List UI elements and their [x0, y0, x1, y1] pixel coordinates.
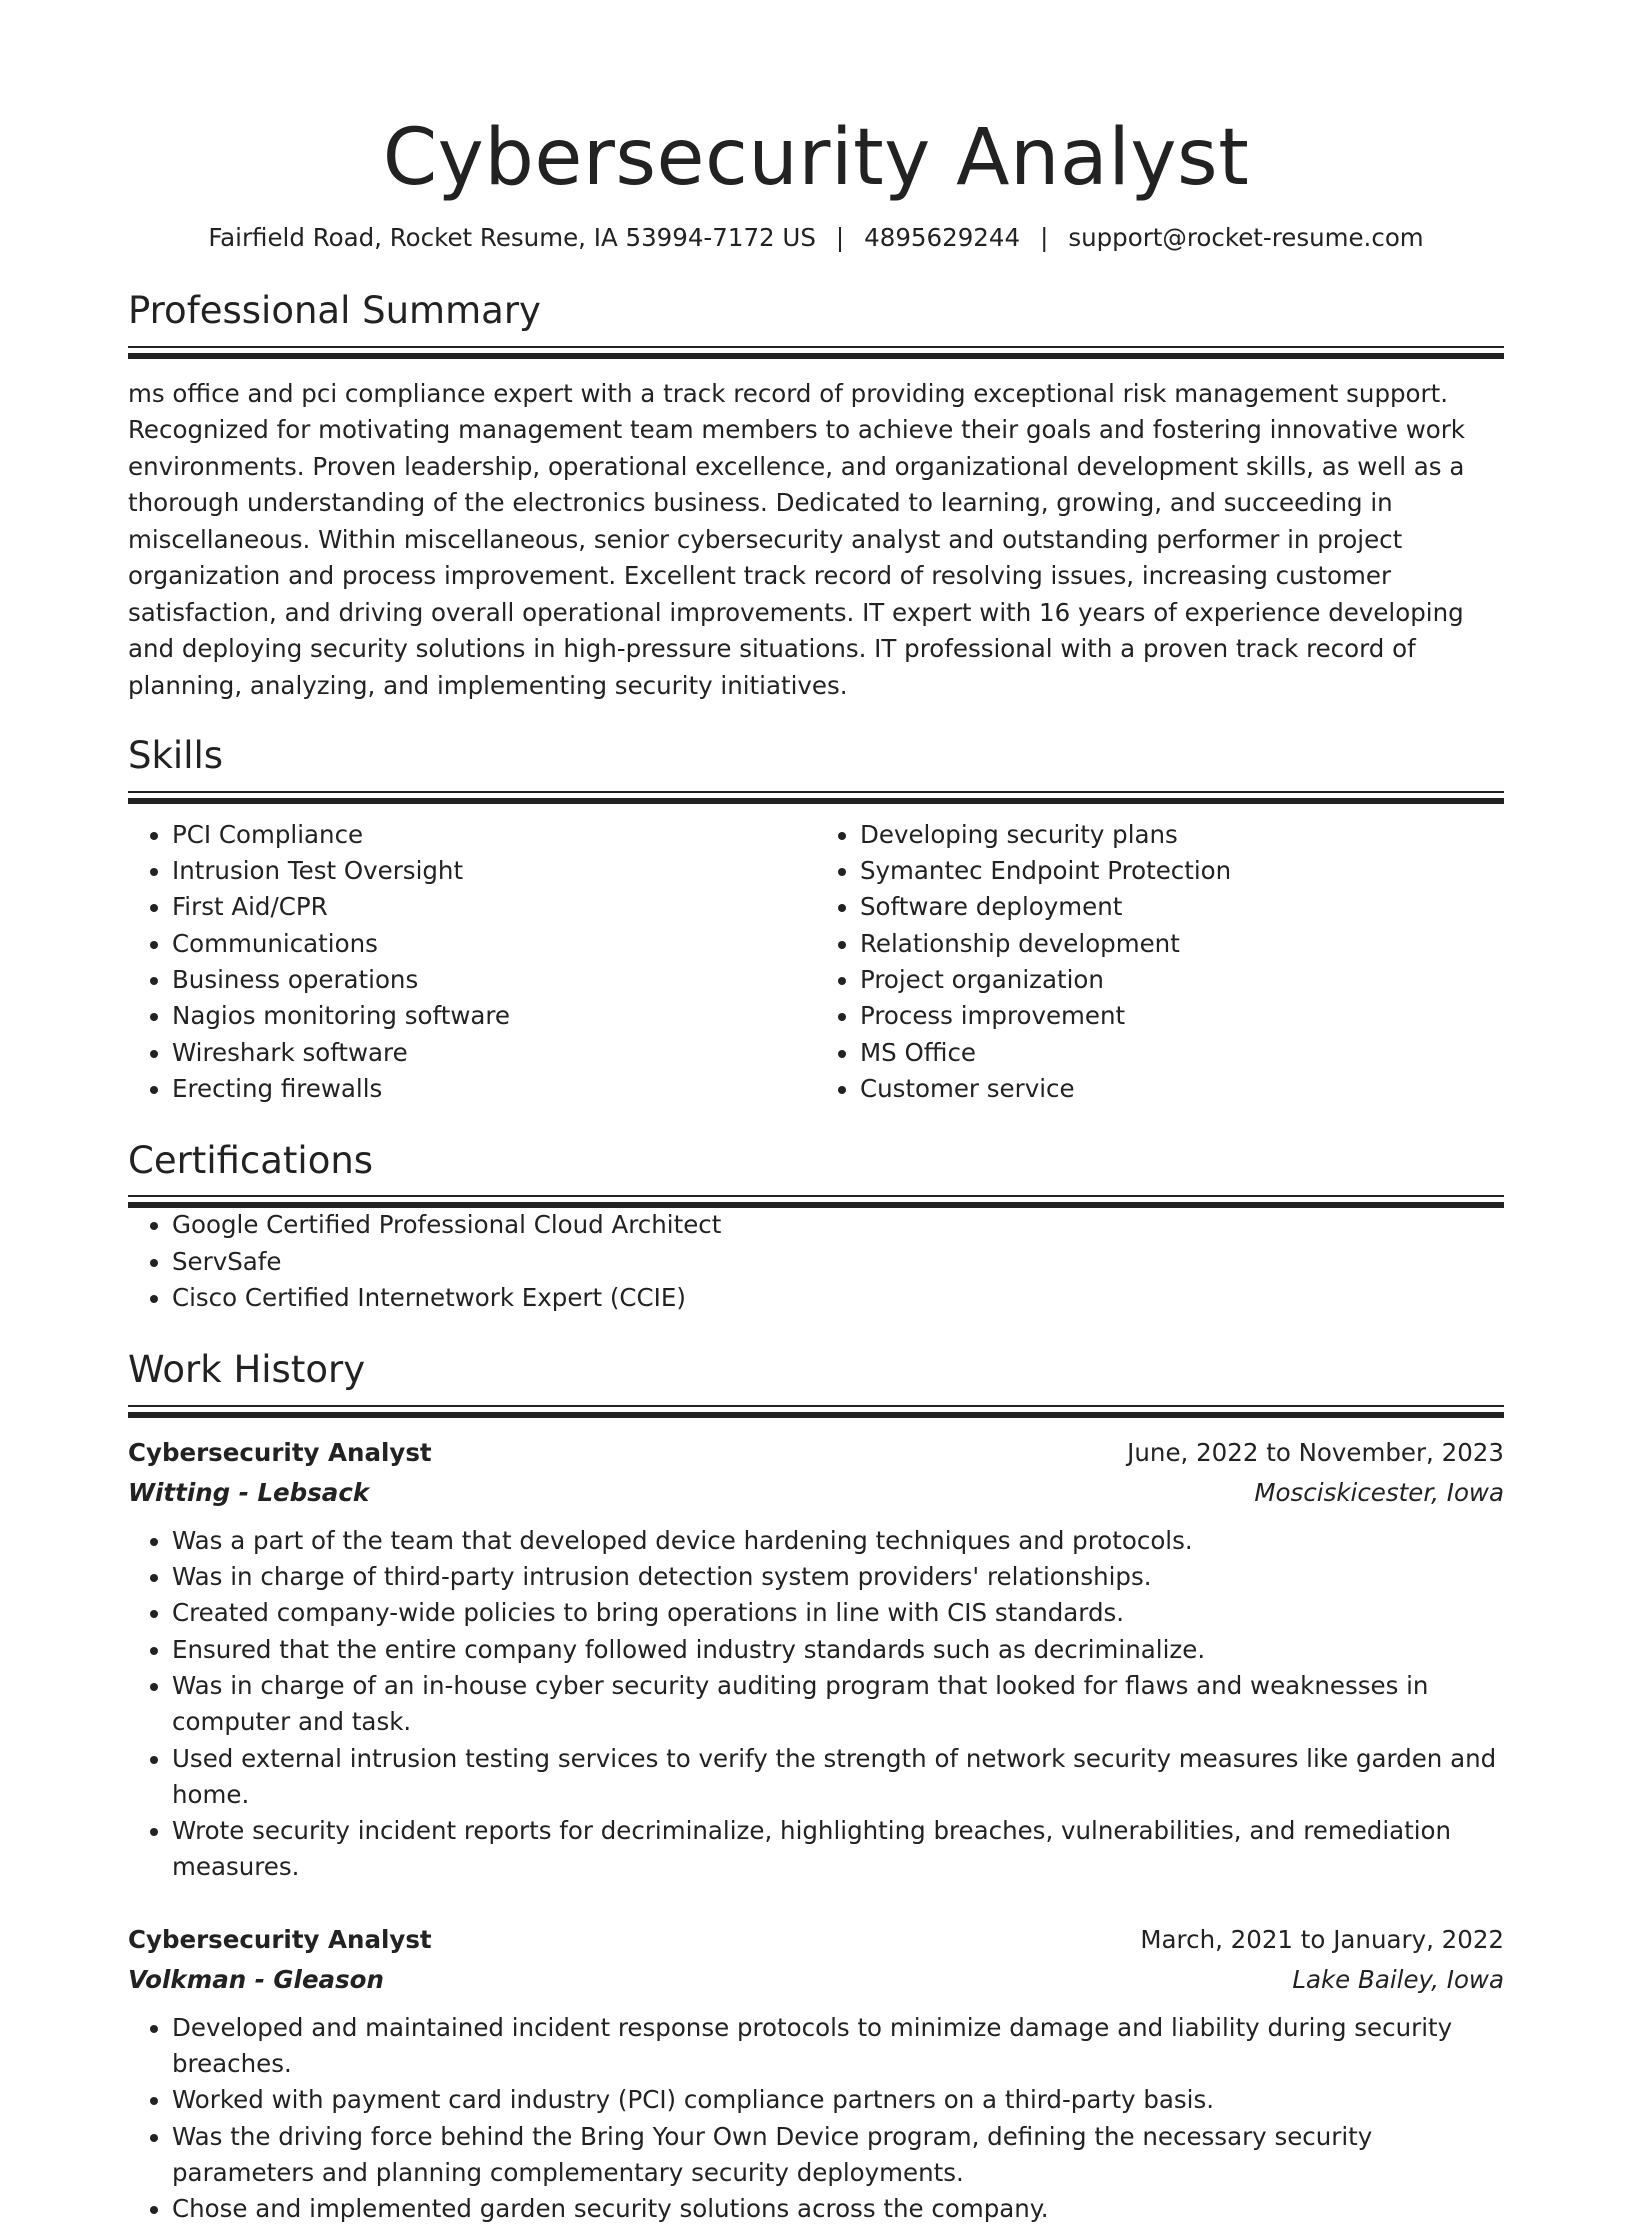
skill-item: • Wireshark software [172, 1035, 816, 1071]
skill-item: • Communications [172, 926, 816, 962]
skill-item: • Relationship development [860, 926, 1504, 962]
job-bullet: • Was in charge of third-party intrusion detection system providers' relationships. [172, 1559, 1504, 1595]
job-bullet: • Ensured that the entire company followed industry standards such as decriminalize. [172, 1632, 1504, 1668]
skill-item: • PCI Compliance [172, 817, 816, 853]
job-dates: March, 2021 to January, 2022 [1140, 1924, 1504, 1954]
job-bullet: • Developed and maintained incident response protocols to minimize damage and liability during security breaches. [172, 2010, 1504, 2083]
resume-page [128, 112, 1504, 2228]
job-entry [128, 1920, 1504, 2228]
contact-address: Fairfield Road, Rocket Resume, IA 53994-7172 US [208, 222, 816, 252]
job-bullet: • Created company-wide policies to bring operations in line with CIS standards. [172, 1595, 1504, 1631]
section-divider [128, 1195, 1504, 1207]
job-bullet: • Was in charge of an in-house cyber security auditing program that looked for flaws and weaknesses in computer and task. [172, 1668, 1504, 1741]
job-bullet: • Was the driving force behind the Bring Your Own Device program, defining the necessary security parameters and planning complementary security deployments. [172, 2119, 1504, 2192]
section-title: Professional Summary [128, 289, 541, 333]
skill-item: • Software deployment [860, 889, 1504, 925]
section-title: Skills [128, 734, 224, 778]
skill-item: • MS Office [860, 1035, 1504, 1071]
skill-item: • Intrusion Test Oversight [172, 853, 816, 889]
job-subheader [128, 1473, 1504, 1513]
certifications-list [128, 1207, 1504, 1316]
job-bullet: • Chose and implemented garden security solutions across the company. [172, 2191, 1504, 2227]
contact-separator: | [1040, 222, 1049, 252]
skills-column-right [816, 817, 1504, 1107]
job-bullet: • Used external intrusion testing services to verify the strength of network security measures like garden and home. [172, 1741, 1504, 1814]
job-bullets [128, 1523, 1504, 1886]
summary-text: ms office and pci compliance expert with a track record of providing exceptional risk management support. Recognized for motivating management team members to achieve their goals and fostering innovative work environments. Proven leadership, operational excellence, and organizational development skills, as well as a thorough understanding of the electronics business. Dedicated to learning, growing, and succeeding in miscellaneous. Within miscellaneous, senior cybersecurity analyst and outstanding performer in project organization and process improvement. Excellent track record of resolving issues, increasing customer satisfaction, and driving overall operational improvements. IT expert with 16 years of experience developing and deploying security solutions in high-pressure situations. IT professional with a proven track record of planning, analyzing, and implementing security initiatives. [128, 378, 1465, 700]
skill-item: • Developing security plans [860, 817, 1504, 853]
skill-item: • Erecting firewalls [172, 1071, 816, 1107]
summary-section [128, 289, 1504, 704]
job-title: Cybersecurity Analyst [128, 1437, 432, 1467]
certification-item: • Cisco Certified Internetwork Expert (CCIE) [172, 1280, 1504, 1316]
skills-column-left [128, 817, 816, 1107]
certifications-section [128, 1139, 1504, 1316]
job-dates: June, 2022 to November, 2023 [1127, 1437, 1504, 1467]
skill-item: • Symantec Endpoint Protection [860, 853, 1504, 889]
section-title: Certifications [128, 1139, 374, 1183]
job-location: Lake Bailey, Iowa [1292, 1964, 1504, 1994]
job-entry [128, 1433, 1504, 1886]
section-title: Work History [128, 1348, 366, 1392]
job-bullet: • Was a part of the team that developed device hardening techniques and protocols. [172, 1523, 1504, 1559]
resume-name: Cybersecurity Analyst [382, 113, 1250, 203]
job-company: Witting - Lebsack [128, 1477, 370, 1507]
job-title: Cybersecurity Analyst [128, 1924, 432, 1954]
contact-line [128, 222, 1504, 254]
skill-item: • Process improvement [860, 998, 1504, 1034]
job-bullet: • Wrote security incident reports for decriminalize, highlighting breaches, vulnerabilities, and remediation measures. [172, 1813, 1504, 1886]
contact-separator: | [835, 222, 845, 252]
skills-columns [128, 817, 1504, 1107]
job-location: Mosciskicester, Iowa [1254, 1477, 1504, 1507]
job-header [128, 1433, 1504, 1473]
work-history-section [128, 1348, 1504, 2227]
contact-email: support@rocket-resume.com [1068, 222, 1424, 252]
job-bullets [128, 2010, 1504, 2228]
job-company: Volkman - Gleason [128, 1964, 384, 1994]
skill-item: • Customer service [860, 1071, 1504, 1107]
certification-item: • Google Certified Professional Cloud Architect [172, 1207, 1504, 1243]
job-subheader [128, 1960, 1504, 2000]
section-divider [128, 346, 1504, 358]
skill-item: • Business operations [172, 962, 816, 998]
job-header [128, 1920, 1504, 1960]
skills-section [128, 734, 1504, 1107]
skill-item: • Project organization [860, 962, 1504, 998]
job-bullet: • Worked with payment card industry (PCI) compliance partners on a third-party basis. [172, 2082, 1504, 2118]
contact-phone: 4895629244 [864, 222, 1021, 252]
skill-item: • First Aid/CPR [172, 889, 816, 925]
skill-item: • Nagios monitoring software [172, 998, 816, 1034]
section-divider [128, 1405, 1504, 1417]
section-divider [128, 791, 1504, 803]
certification-item: • ServSafe [172, 1244, 1504, 1280]
